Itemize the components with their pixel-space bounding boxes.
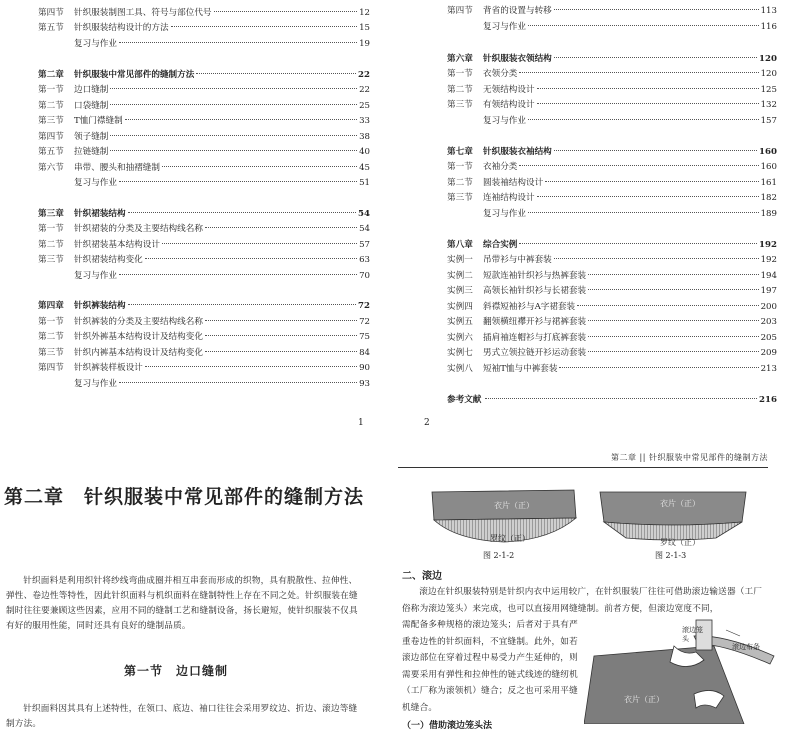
toc-leader bbox=[171, 26, 358, 27]
toc-leader bbox=[110, 135, 357, 136]
toc-section-number: 实例五 bbox=[447, 317, 473, 327]
toc-leader bbox=[519, 243, 757, 244]
toc-title: 斜襟短袖衫与A字裙套装 bbox=[483, 302, 576, 312]
toc-page-number: 22 bbox=[358, 70, 370, 80]
toc-entry[interactable] bbox=[38, 208, 370, 220]
toc-entry[interactable] bbox=[38, 316, 370, 328]
toc-page-number: 22 bbox=[359, 85, 370, 95]
toc-section-number: 第六章 bbox=[447, 54, 473, 64]
right-toc bbox=[447, 2, 777, 405]
toc-entry[interactable] bbox=[447, 192, 777, 204]
toc-section-number: 第四节 bbox=[38, 132, 64, 142]
toc-section-number: 第四节 bbox=[447, 6, 473, 16]
left-toc bbox=[38, 2, 370, 392]
toc-entry[interactable] bbox=[38, 84, 370, 96]
toc-page-number: 197 bbox=[760, 286, 777, 296]
toc-leader bbox=[119, 181, 357, 182]
toc-entry[interactable] bbox=[447, 332, 777, 344]
toc-section-number: 第三节 bbox=[38, 348, 64, 358]
toc-entry[interactable] bbox=[447, 115, 777, 127]
toc-entry[interactable] bbox=[447, 161, 777, 173]
toc-section-number: 实例四 bbox=[447, 302, 473, 312]
toc-title: 综合实例 bbox=[483, 240, 518, 250]
toc-leader bbox=[125, 119, 357, 120]
toc-section-number: 第六节 bbox=[38, 163, 64, 173]
binding-front-label: 衣片（正） bbox=[624, 695, 664, 704]
toc-section-number: 第二节 bbox=[38, 101, 64, 111]
toc-title: 男式立领拉链开衫运动套装 bbox=[483, 348, 587, 358]
toc-entry[interactable] bbox=[38, 177, 370, 189]
toc-page-number: 189 bbox=[760, 209, 777, 219]
toc-leader bbox=[528, 119, 759, 120]
toc-title: 短袖T恤与中裤套装 bbox=[483, 364, 558, 374]
toc-section-number: 第三节 bbox=[447, 100, 473, 110]
toc-section-number: 第二节 bbox=[38, 332, 64, 342]
toc-entry[interactable] bbox=[38, 223, 370, 235]
page-number-left: 1 bbox=[358, 418, 364, 428]
toc-page-number: 54 bbox=[358, 209, 370, 219]
toc-page-number: 51 bbox=[359, 178, 370, 188]
toc-entry[interactable] bbox=[447, 285, 777, 297]
toc-entry[interactable] bbox=[38, 378, 370, 390]
toc-entry[interactable] bbox=[447, 316, 777, 328]
toc-entry[interactable] bbox=[447, 84, 777, 96]
toc-title: 针织裙装结构变化 bbox=[74, 255, 143, 265]
toc-page-number: 157 bbox=[760, 116, 777, 126]
intro-paragraph: 针织面料是利用织针将纱线弯曲成圈并相互串套而形成的织物，具有脱散性、拉伸性、弹性、卷边性等特性，因此针织面料与机织面料在缝制特性上存在不同之处。针织服装在缝制时往往要兼顾这些因素，应用不同的缝制工艺和缝制设备，扬长避短，使针织服装不仅具有好的服用性能，同时还具有良好的缝制品质。 bbox=[6, 576, 358, 631]
toc-section-number: 参考文献 bbox=[447, 395, 482, 405]
toc-entry[interactable] bbox=[447, 270, 777, 282]
toc-title: 针织服装衣袖结构 bbox=[483, 147, 552, 157]
toc-entry[interactable] bbox=[447, 21, 777, 33]
toc-entry[interactable] bbox=[38, 300, 370, 312]
toc-section-number: 第五节 bbox=[38, 147, 64, 157]
toc-entry[interactable] bbox=[38, 131, 370, 143]
toc-leader bbox=[119, 382, 357, 383]
toc-leader bbox=[519, 165, 758, 166]
toc-section-number: 第二章 bbox=[38, 70, 64, 80]
toc-section-number: 第四节 bbox=[38, 363, 64, 373]
toc-page-number: 33 bbox=[359, 116, 370, 126]
toc-title: 针织裤装结构 bbox=[74, 301, 126, 311]
toc-title: 复习与作业 bbox=[483, 209, 526, 219]
toc-title: 领子缝制 bbox=[74, 132, 109, 142]
toc-title: 衣袖分类 bbox=[483, 162, 518, 172]
toc-title: 圆装袖结构设计 bbox=[483, 178, 544, 188]
toc-title: 复习与作业 bbox=[74, 178, 117, 188]
section-title: 第一节 边口缝制 bbox=[124, 664, 229, 678]
toc-entry[interactable] bbox=[447, 177, 777, 189]
toc-section-number: 第七章 bbox=[447, 147, 473, 157]
toc-leader bbox=[119, 42, 357, 43]
toc-page-number: 75 bbox=[359, 332, 370, 342]
toc-title: 复习与作业 bbox=[74, 379, 117, 389]
toc-page-number: 72 bbox=[359, 317, 370, 327]
toc-section-number: 实例一 bbox=[447, 255, 473, 265]
toc-section-number: 第二节 bbox=[447, 85, 473, 95]
toc-page-number: 192 bbox=[759, 240, 777, 250]
toc-page-number: 209 bbox=[760, 348, 777, 358]
toc-leader bbox=[205, 320, 357, 321]
toc-entry[interactable] bbox=[38, 270, 370, 282]
toc-title: 复习与作业 bbox=[483, 22, 526, 32]
toc-leader bbox=[128, 212, 356, 213]
toc-leader bbox=[145, 366, 357, 367]
binding-strip-label: 滚边布条 bbox=[732, 643, 760, 651]
toc-page-number: 15 bbox=[359, 23, 370, 33]
toc-title: 高领长袖针织衫与长裙套装 bbox=[483, 286, 587, 296]
chapter-title: 第二章 针织服装中常见部件的缝制方法 bbox=[4, 486, 365, 508]
toc-leader bbox=[196, 73, 356, 74]
toc-leader bbox=[588, 289, 758, 290]
toc-leader bbox=[545, 181, 758, 182]
toc-leader bbox=[528, 212, 759, 213]
toc-entry[interactable] bbox=[447, 254, 777, 266]
toc-entry[interactable] bbox=[447, 53, 777, 65]
toc-title: 吊带衫与中裤套装 bbox=[483, 255, 552, 265]
toc-page-number: 54 bbox=[359, 224, 370, 234]
toc-page-number: 38 bbox=[359, 132, 370, 142]
toc-title: 口袋缝制 bbox=[74, 101, 109, 111]
toc-page-number: 70 bbox=[359, 271, 370, 281]
toc-title: T恤门襟缝制 bbox=[74, 116, 123, 126]
toc-title: 复习与作业 bbox=[74, 271, 117, 281]
toc-entry[interactable] bbox=[447, 394, 777, 406]
toc-entry[interactable] bbox=[38, 347, 370, 359]
toc-section-number: 实例七 bbox=[447, 348, 473, 358]
toc-page-number: 125 bbox=[760, 85, 777, 95]
toc-section-number: 第一节 bbox=[447, 162, 473, 172]
toc-leader bbox=[110, 104, 357, 105]
toc-page-number: 93 bbox=[359, 379, 370, 389]
toc-leader bbox=[110, 150, 357, 151]
binding-foot-label: 滚边笼头 bbox=[682, 626, 703, 643]
toc-page-number: 192 bbox=[760, 255, 777, 265]
toc-page-number: 182 bbox=[760, 193, 777, 203]
toc-title: 无领结构设计 bbox=[483, 85, 535, 95]
toc-section-number: 第八章 bbox=[447, 240, 473, 250]
toc-leader bbox=[205, 227, 357, 228]
toc-leader bbox=[519, 72, 758, 73]
toc-title: 拉链缝制 bbox=[74, 147, 109, 157]
toc-section-number: 实例三 bbox=[447, 286, 473, 296]
toc-title: 针织服装制图工具、符号与部位代号 bbox=[74, 8, 212, 18]
toc-leader bbox=[537, 88, 759, 89]
toc-page-number: 45 bbox=[359, 163, 370, 173]
toc-entry[interactable] bbox=[38, 362, 370, 374]
toc-leader bbox=[588, 351, 758, 352]
toc-entry[interactable] bbox=[38, 331, 370, 343]
toc-section-number: 第一节 bbox=[38, 85, 64, 95]
toc-section-number: 第一节 bbox=[38, 317, 64, 327]
toc-entry[interactable] bbox=[447, 347, 777, 359]
binding-paragraph-2: 需配备多种规格的滚边笼头；后者对于具有严重卷边性的针织面料，不宜缝制。此外，如若滚边部位在穿着过程中易受力产生延伸的，则需要采用有弹性和拉伸性的链式线迹的缝纫机（工厂称为滚领机）缝合；反之也可采用平缝机缝合。 bbox=[402, 620, 578, 713]
toc-leader bbox=[537, 196, 759, 197]
toc-title: 复习与作业 bbox=[74, 39, 117, 49]
toc-entry[interactable] bbox=[38, 115, 370, 127]
toc-section-number: 第三章 bbox=[38, 209, 64, 219]
toc-leader bbox=[145, 258, 357, 259]
binding-paragraph-1: 滚边在针织服装特别是针织内衣中运用较广，在针织服装厂往往可借助滚边输送器（工厂俗称为滚边笼头）来完成，也可以直接用网缝缝制。前者方便，但滚边宽度不同， bbox=[402, 587, 763, 614]
toc-page-number: 12 bbox=[359, 8, 370, 18]
toc-page-number: 40 bbox=[359, 147, 370, 157]
page-number-right: 2 bbox=[424, 418, 430, 428]
toc-entry[interactable] bbox=[38, 69, 370, 81]
toc-page-number: 120 bbox=[760, 69, 777, 79]
toc-leader bbox=[528, 25, 759, 26]
fig1-rib-label: 罗纹（正） bbox=[490, 534, 530, 543]
toc-entry[interactable] bbox=[38, 162, 370, 174]
toc-leader bbox=[162, 166, 357, 167]
toc-entry[interactable] bbox=[38, 254, 370, 266]
toc-entry[interactable] bbox=[38, 100, 370, 112]
toc-leader bbox=[554, 150, 757, 151]
toc-entry[interactable] bbox=[447, 146, 777, 158]
toc-leader bbox=[577, 305, 758, 306]
fig2-caption: 图 2-1-3 bbox=[655, 551, 687, 560]
toc-page-number: 57 bbox=[359, 240, 370, 250]
toc-page-number: 194 bbox=[760, 271, 777, 281]
toc-title: 翻领横纽襻开衫与裙裤套装 bbox=[483, 317, 587, 327]
toc-leader bbox=[119, 274, 357, 275]
toc-title: 针织服装中常见部件的缝制方法 bbox=[74, 70, 195, 80]
toc-section-number: 实例二 bbox=[447, 271, 473, 281]
toc-leader bbox=[554, 258, 759, 259]
toc-section-number: 实例八 bbox=[447, 364, 473, 374]
toc-page-number: 200 bbox=[760, 302, 777, 312]
section-paragraph: 针织面料因其具有上述特性，在领口、底边、袖口往往会采用罗纹边、折边、滚边等缝制方法。 bbox=[6, 704, 358, 729]
toc-leader bbox=[537, 103, 759, 104]
toc-title: 边口缝制 bbox=[74, 85, 109, 95]
toc-title: 连袖结构设计 bbox=[483, 193, 535, 203]
toc-page-number: 25 bbox=[359, 101, 370, 111]
toc-page-number: 63 bbox=[359, 255, 370, 265]
toc-page-number: 113 bbox=[760, 6, 777, 16]
toc-leader bbox=[214, 11, 358, 12]
toc-entry[interactable] bbox=[38, 38, 370, 50]
toc-leader bbox=[485, 398, 757, 399]
toc-section-number: 第二节 bbox=[447, 178, 473, 188]
running-header: 第二章 || 针织服装中常见部件的缝制方法 bbox=[398, 449, 768, 468]
fig2-front-label: 衣片（正） bbox=[660, 499, 700, 508]
toc-title: 串带、腰头和抽褶缝制 bbox=[74, 163, 160, 173]
toc-section-number: 第二节 bbox=[38, 240, 64, 250]
toc-entry[interactable] bbox=[447, 5, 777, 17]
toc-section-number: 第一节 bbox=[38, 224, 64, 234]
toc-page-number: 120 bbox=[759, 54, 777, 64]
next-heading: （一）借助滚边笼头法 bbox=[402, 721, 493, 731]
toc-section-number: 第三节 bbox=[38, 255, 64, 265]
toc-leader bbox=[554, 9, 759, 10]
toc-title: 衣领分类 bbox=[483, 69, 518, 79]
toc-title: 针织外裤基本结构设计及结构变化 bbox=[74, 332, 203, 342]
toc-section-number: 第一节 bbox=[447, 69, 473, 79]
toc-title: 有领结构设计 bbox=[483, 100, 535, 110]
toc-page-number: 216 bbox=[759, 395, 777, 405]
toc-section-number: 实例六 bbox=[447, 333, 473, 343]
fig1-front-label: 衣片（正） bbox=[494, 501, 534, 510]
toc-page-number: 116 bbox=[760, 22, 777, 32]
toc-page-number: 160 bbox=[759, 147, 777, 157]
toc-entry[interactable] bbox=[447, 208, 777, 220]
toc-leader bbox=[128, 304, 356, 305]
toc-entry[interactable] bbox=[447, 68, 777, 80]
toc-entry[interactable] bbox=[447, 301, 777, 313]
toc-page-number: 160 bbox=[760, 162, 777, 172]
toc-entry[interactable] bbox=[38, 22, 370, 34]
toc-title: 针织服装结构设计的方法 bbox=[74, 23, 169, 33]
toc-section-number: 第五节 bbox=[38, 23, 64, 33]
fig2-rib-label: 罗纹（正） bbox=[660, 538, 700, 547]
toc-page-number: 90 bbox=[359, 363, 370, 373]
toc-page-number: 213 bbox=[760, 364, 777, 374]
toc-title: 针织裤装样板设计 bbox=[74, 363, 143, 373]
toc-title: 背省的设置与转移 bbox=[483, 6, 552, 16]
toc-page-number: 19 bbox=[359, 39, 370, 49]
toc-page-number: 205 bbox=[760, 333, 777, 343]
toc-leader bbox=[588, 274, 758, 275]
toc-title: 短款连袖针织衫与热裤套装 bbox=[483, 271, 587, 281]
toc-leader bbox=[162, 243, 357, 244]
toc-title: 针织裙装基本结构设计 bbox=[74, 240, 160, 250]
toc-leader bbox=[554, 57, 757, 58]
toc-entry[interactable] bbox=[447, 239, 777, 251]
toc-title: 针织内裤基本结构设计及结构变化 bbox=[74, 348, 203, 358]
toc-page-number: 132 bbox=[760, 100, 777, 110]
toc-section-number: 第四节 bbox=[38, 8, 64, 18]
toc-title: 针织裤装的分类及主要结构线名称 bbox=[74, 317, 203, 327]
toc-leader bbox=[559, 367, 758, 368]
toc-section-number: 第三节 bbox=[38, 116, 64, 126]
toc-leader bbox=[588, 320, 758, 321]
toc-page-number: 161 bbox=[760, 178, 777, 188]
fig1-caption: 图 2-1-2 bbox=[483, 551, 515, 560]
toc-title: 针织裙装结构 bbox=[74, 209, 126, 219]
toc-leader bbox=[110, 88, 357, 89]
toc-section-number: 第三节 bbox=[447, 193, 473, 203]
toc-page-number: 84 bbox=[359, 348, 370, 358]
toc-leader bbox=[205, 351, 357, 352]
toc-entry[interactable] bbox=[38, 239, 370, 251]
toc-leader bbox=[205, 335, 357, 336]
toc-page-number: 203 bbox=[760, 317, 777, 327]
toc-entry[interactable] bbox=[447, 363, 777, 375]
toc-title: 针织服装衣领结构 bbox=[483, 54, 552, 64]
toc-page-number: 72 bbox=[358, 301, 370, 311]
toc-section-number: 第四章 bbox=[38, 301, 64, 311]
toc-entry[interactable] bbox=[38, 146, 370, 158]
toc-entry[interactable] bbox=[447, 99, 777, 111]
sub-heading-binding: 二、滚边 bbox=[402, 571, 442, 582]
toc-title: 复习与作业 bbox=[483, 116, 526, 126]
toc-leader bbox=[588, 336, 758, 337]
toc-entry[interactable] bbox=[38, 7, 370, 19]
toc-title: 插肩袖连帽衫与打底裤套装 bbox=[483, 333, 587, 343]
toc-title: 针织裙装的分类及主要结构线名称 bbox=[74, 224, 203, 234]
